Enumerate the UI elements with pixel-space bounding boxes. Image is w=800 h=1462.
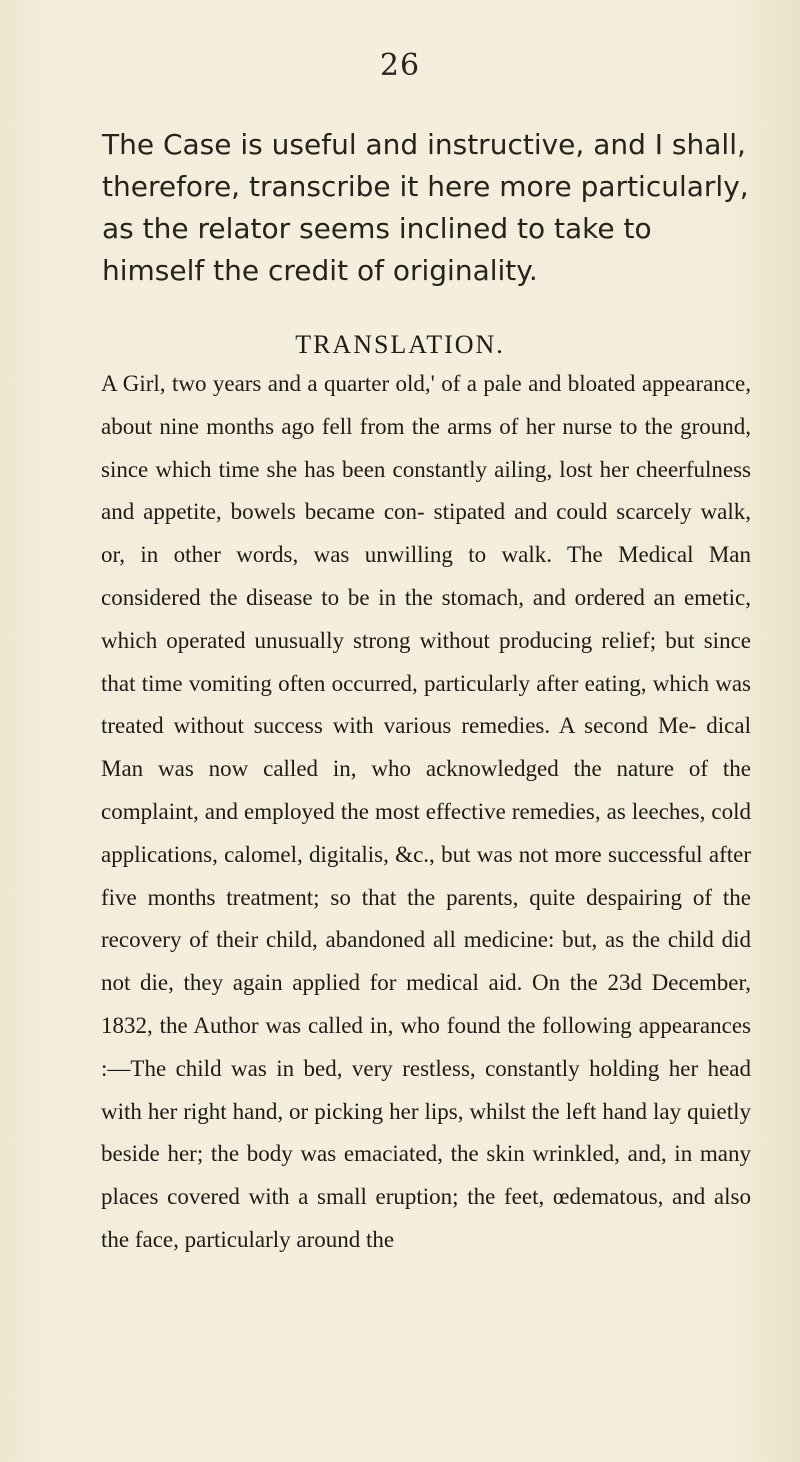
translation-paragraph: A Girl, two years and a quarter old,' of a pale and bloated appearance, about nine months ago fell from the arms of her nurse to the ground, since which time she has been constantly ailing, lost her cheerfulness and appetite, bowels became con- stipated and could scarcely walk, or, in other words, was unwilling to walk. The Medical Man considered the disease to be in the stomach, and ordered an emetic, which operated unusually strong without producing relief; but since that time vomiting often occurred, particularly after eating, which was treated without success with various remedies. A second Me- dical Man was now called in, who acknowledged the nature of the complaint, and employed the most effective remedies, as leeches, cold applications, calomel, digitalis, &c., but was not more successful after five months treatment; so that the parents, quite despairing of the recovery of their child, abandoned all medicine: but, as the child did not die, they again applied for medical aid. On the 23d December, 1832, the Author was called in, who found the following appearances :—The child was in bed, very restless, constantly holding her head with her right hand, or picking her lips, whilst the left hand lay quietly beside her; the body was emaciated, the skin wrinkled, and, in many places covered with a small eruption; the feet, œdematous, and also the face, particularly around the xyxy=(101,371,751,1252)
page-number: 26 xyxy=(379,48,421,83)
section-heading: TRANSLATION. xyxy=(295,330,505,359)
intro-paragraph: The Case is useful and instructive, and I shall, therefore, transcribe it here more particularly, as the relator seems inclined to take to himself the credit of originality. xyxy=(102,128,749,287)
